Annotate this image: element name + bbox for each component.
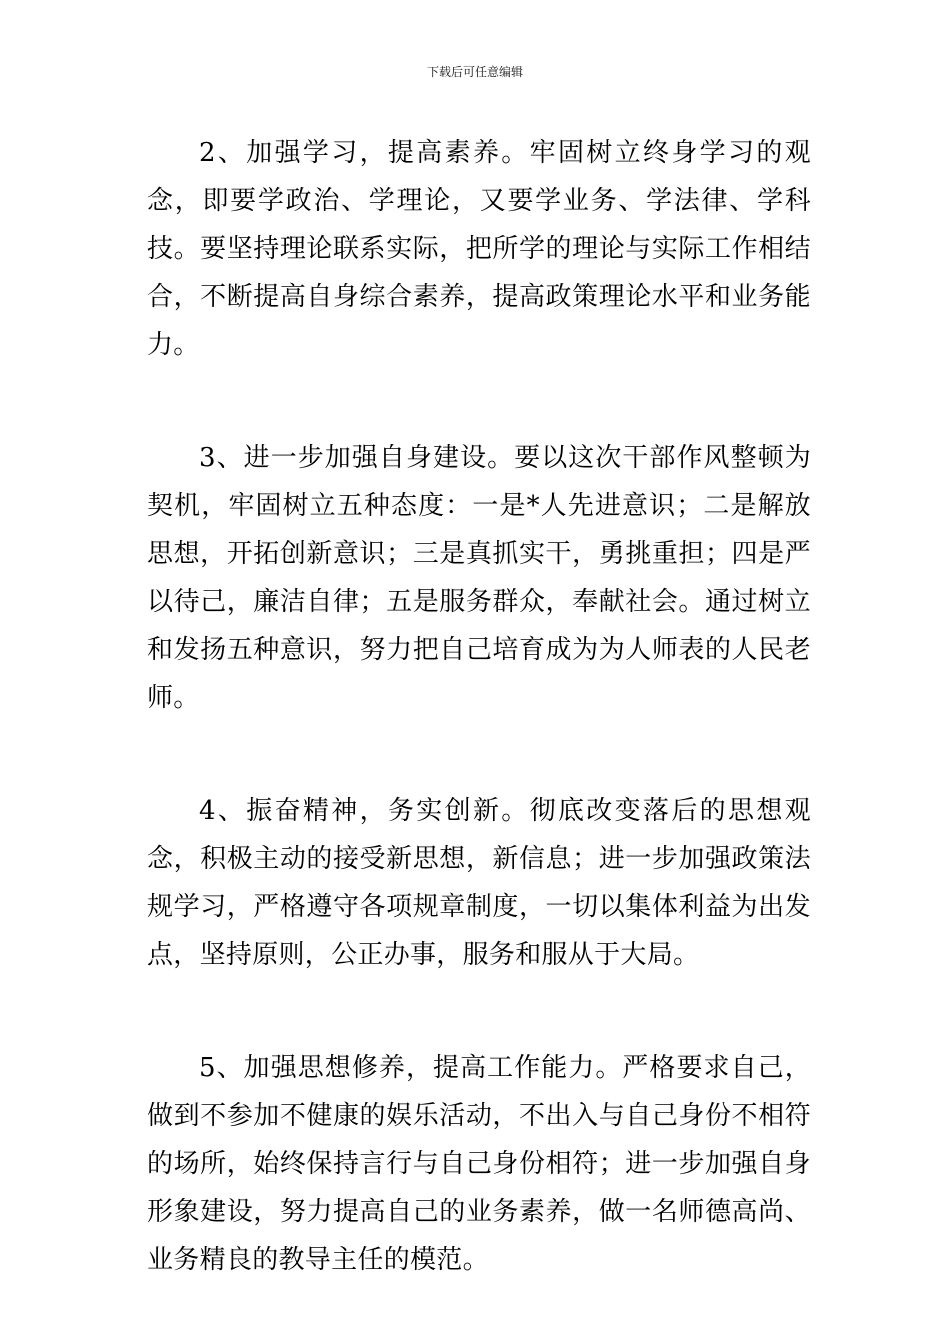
paragraph-item-2: 2、加强学习，提高素养。牢固树立终身学习的观念，即要学政治、学理论，又要学业务、学法律、学科技。要坚持理论联系实际，把所学的理论与实际工作相结合，不断提高自身综合素养，提高政策理论水平和业务能力。 [147,138,811,360]
paragraph-item-4: 4、振奋精神，务实创新。彻底改变落后的思想观念，积极主动的接受新思想，新信息；进一步加强政策法规学习，严格遵守各项规章制度，一切以集体利益为出发点，坚持原则，公正办事，服务和服从于大局。 [147,796,811,970]
paragraph-item-5: 5、加强思想修养，提高工作能力。严格要求自己，做到不参加不健康的娱乐活动，不出入与自己身份不相符的场所，始终保持言行与自己身份相符；进一步加强自身形象建设，努力提高自己的业务素养，做一名师德高尚、业务精良的教导主任的模范。 [147,1053,811,1275]
paragraph-item-3: 3、进一步加强自身建设。要以这次干部作风整顿为契机，牢固树立五种态度：一是*人先进意识；二是解放思想，开拓创新意识；三是真抓实干，勇挑重担；四是严以待己，廉洁自律；五是服务群众，奉献社会。通过树立和发扬五种意识，努力把自己培育成为为人师表的人民老师。 [147,443,811,713]
document-body [147,129,811,1284]
page-header: 下载后可任意编辑 [426,65,523,79]
